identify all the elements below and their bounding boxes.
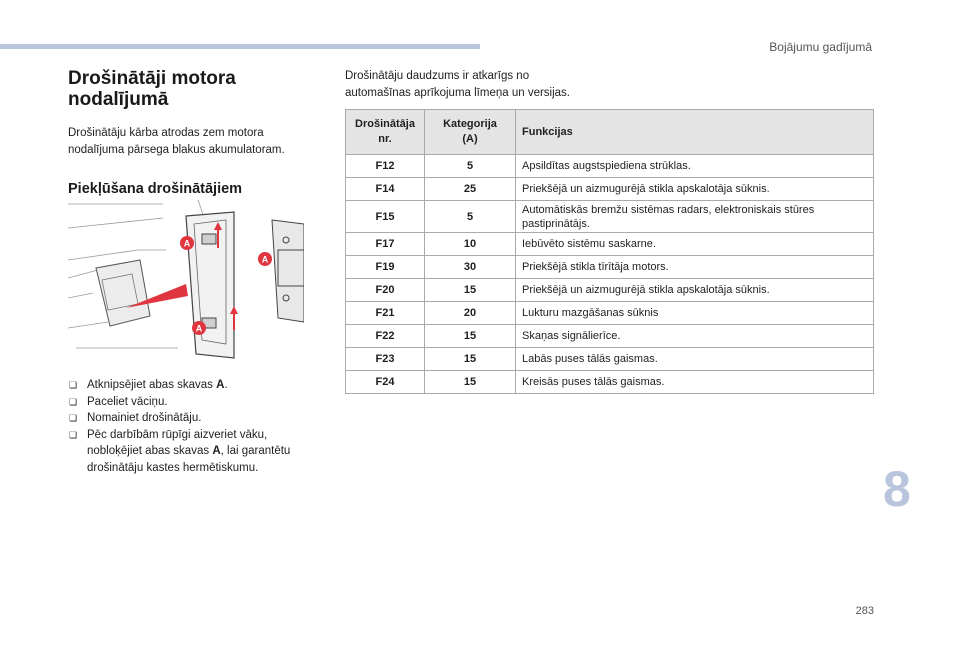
fuse-box-illustration (68, 198, 304, 360)
checkbox-marker-icon: ❏ (69, 380, 78, 390)
table-row (346, 256, 874, 279)
chapter-number: 8 (883, 461, 911, 517)
function-cell: Automātiskās bremžu sistēmas radars, elektroniskais stūres pastiprinātājs. (516, 201, 874, 233)
category-cell: 15 (425, 348, 516, 371)
category-cell: 5 (425, 201, 516, 233)
step-item: ❏ Pēc darbībām rūpīgi aizveriet vāku, nobloķējiet abas skavas A, lai garantētu drošinātāju kastes hermētiskumu. (69, 428, 291, 474)
table-row (346, 325, 874, 348)
fuse-number-cell: F24 (346, 371, 425, 394)
function-cell: Priekšējā un aizmugurējā stikla apskalotāja sūknis. (516, 178, 874, 201)
fuse-number-cell: F15 (346, 201, 425, 233)
intro-paragraph (68, 125, 318, 159)
table-row (346, 348, 874, 371)
column-header-functions: Funkcijas (516, 110, 874, 155)
callout-label: A (183, 238, 191, 249)
function-cell: Priekšējā stikla tīrītāja motors. (516, 256, 874, 279)
page-title-line-1: Drošinātāji motora (68, 68, 236, 89)
function-cell: Lukturu mazgāšanas sūknis (516, 302, 874, 325)
function-cell: Skaņas signālierīce. (516, 325, 874, 348)
category-cell: 15 (425, 371, 516, 394)
fuse-number-cell: F17 (346, 233, 425, 256)
fuse-count-note (345, 68, 645, 101)
function-cell: Labās puses tālās gaismas. (516, 348, 874, 371)
intro-line-1: Drošinātāju kārba atrodas zem motora (68, 127, 264, 139)
column-header-fuse-number: Drošinātāja nr. (346, 110, 425, 155)
category-cell: 5 (425, 155, 516, 178)
function-cell: Priekšējā un aizmugurējā stikla apskalotāja sūknis. (516, 279, 874, 302)
function-cell: Iebūvēto sistēmu saskarne. (516, 233, 874, 256)
fuse-number-cell: F23 (346, 348, 425, 371)
fuse-number-cell: F20 (346, 279, 425, 302)
checkbox-marker-icon: ❏ (69, 396, 78, 407)
category-cell: 30 (425, 256, 516, 279)
fuse-number-cell: F22 (346, 325, 425, 348)
table-row (346, 155, 874, 178)
function-cell: Kreisās puses tālās gaismas. (516, 371, 874, 394)
table-row (346, 371, 874, 394)
step-item: ❏ Paceliet vāciņu. (68, 394, 318, 411)
fuse-number-cell: F12 (346, 155, 425, 178)
clip-detail (272, 220, 304, 322)
fuse-count-note-line-1: Drošinātāju daudzums ir atkarīgs no (345, 70, 530, 82)
page-title (68, 68, 318, 110)
category-cell: 25 (425, 178, 516, 201)
category-cell: 10 (425, 233, 516, 256)
function-cell: Apsildītas augstspiediena strūklas. (516, 155, 874, 178)
column-header-category: Kategorija (A) (425, 110, 516, 155)
intro-line-2: nodalījuma pārsega blakus akumulatoram. (68, 144, 285, 156)
fuse-number-cell: F19 (346, 256, 425, 279)
header-accent-bar (0, 44, 480, 49)
access-subtitle: Piekļūšana drošinātājiem (68, 181, 243, 197)
page-title-line-2: nodalījumā (68, 89, 169, 110)
table-header-row (346, 110, 874, 155)
fuse-box-body (96, 260, 150, 326)
category-cell: 15 (425, 279, 516, 302)
table-row (346, 279, 874, 302)
table-row (346, 302, 874, 325)
callout-marker (258, 252, 272, 266)
table-row (346, 178, 874, 201)
callout-label: A (195, 323, 203, 334)
fuse-count-note-line-2: automašīnas aprīkojuma līmeņa un versijas. (345, 86, 570, 99)
steps-list (68, 377, 318, 476)
left-column (68, 68, 318, 197)
table-row (346, 233, 874, 256)
checkbox-marker-icon: ❏ (69, 429, 78, 440)
fuse-number-cell: F21 (346, 302, 425, 325)
step-item: ❏ Atknipsējiet abas skavas A. (68, 377, 318, 394)
fuse-number-cell: F14 (346, 178, 425, 201)
category-cell: 20 (425, 302, 516, 325)
callout-marker (180, 236, 194, 250)
checkbox-marker-icon: ❏ (69, 413, 78, 423)
callout-label: A (261, 254, 269, 265)
page-number: 283 (855, 605, 874, 617)
section-header: Bojājumu gadījumā (769, 40, 872, 54)
step-item: ❏ Nomainiet drošinātāju. (68, 410, 318, 427)
fuse-table (345, 109, 874, 394)
category-cell: 15 (425, 325, 516, 348)
table-row (346, 201, 874, 233)
callout-marker (192, 321, 206, 335)
